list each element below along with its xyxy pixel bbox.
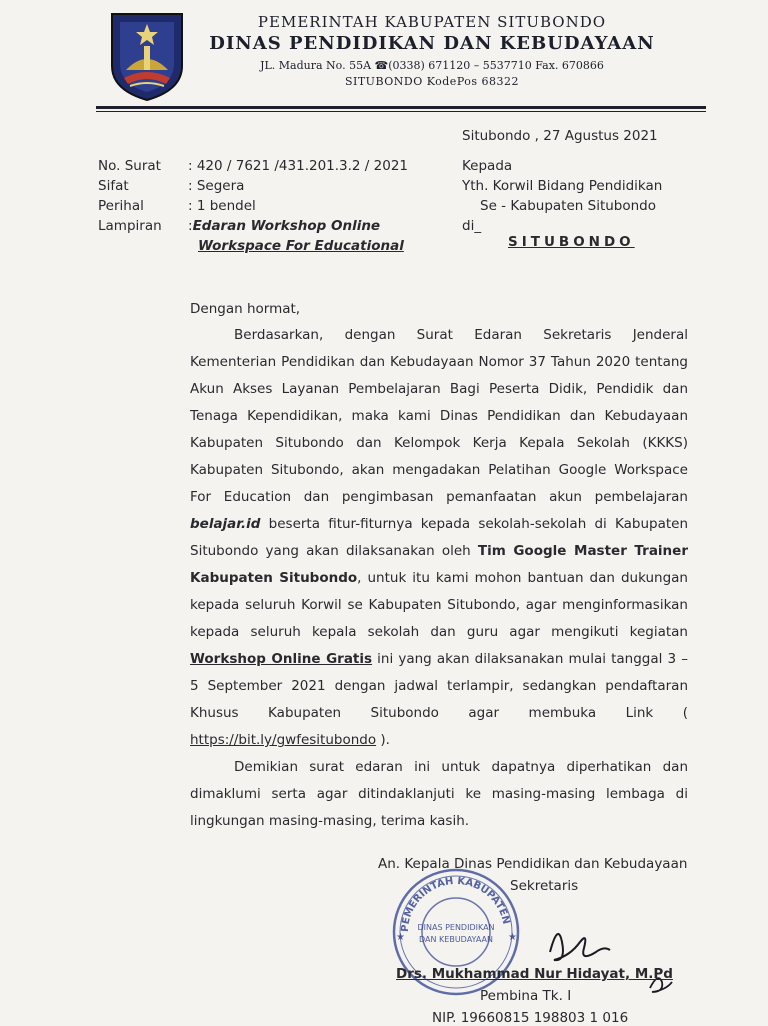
meta-lampiran-value1: Edaran Workshop Online <box>192 218 381 234</box>
body-paragraph-2: Demikian surat edaran ini untuk dapatnya diperhatikan dan dimaklumi serta agar ditindaklanjuti ke masing-masing lembaga di lingkungan masing-masing, terima kasih. <box>190 759 688 829</box>
meta-sifat-label: Sifat <box>98 178 129 194</box>
trainer-team: Tim Google Master Trainer Kabupaten Situbondo <box>190 543 688 586</box>
letterhead-agency: DINAS PENDIDIKAN DAN KEBUDAYAAN <box>209 33 655 54</box>
letter-body <box>190 322 688 835</box>
recipient-di: di_ <box>462 218 482 234</box>
meta-no-label: No. Surat <box>98 158 161 174</box>
letterhead-address: JL. Madura No. 55A ☎(0338) 671120 – 5537710 Fax. 670866 <box>260 59 604 72</box>
letterhead-city: SITUBONDO KodePos 68322 <box>344 75 520 88</box>
letter-meta <box>98 156 408 256</box>
stamp-inner-line2: DAN KEBUDAYAAN <box>419 935 493 944</box>
signatory-nip: NIP. 19660815 198803 1 016 <box>432 1010 629 1026</box>
meta-lampiran-label: Lampiran <box>98 218 162 234</box>
meta-lampiran-colon: : <box>188 218 193 234</box>
recipient-block <box>462 156 662 236</box>
recipient-city: SITUBONDO <box>508 234 635 250</box>
meta-sifat-value: : Segera <box>188 178 245 194</box>
meta-perihal-value: : 1 bendel <box>188 198 256 214</box>
registration-link[interactable]: https://bit.ly/gwfesitubondo <box>190 732 377 748</box>
meta-no-value: : 420 / 7621 /431.201.3.2 / 2021 <box>188 158 409 174</box>
meta-perihal-label: Perihal <box>98 198 144 214</box>
svg-text:★: ★ <box>396 932 405 943</box>
letterhead <box>192 12 672 90</box>
letterhead-government: PEMERINTAH KABUPATEN SITUBONDO <box>257 13 607 31</box>
signature-position: An. Kepala Dinas Pendidikan dan Kebudayaan <box>378 856 688 872</box>
letterhead-rule-thick <box>96 106 706 109</box>
recipient-kepada: Kepada <box>462 158 513 174</box>
signatory-name: Drs. Mukhammad Nur Hidayat, M.Pd <box>396 966 673 982</box>
stamp-ring-text: PEMERINTAH KABUPATEN <box>399 875 512 933</box>
belajar-id-term: belajar.id <box>190 516 261 532</box>
meta-lampiran-value2: Workspace For Educational <box>198 238 404 254</box>
signatory-rank: Pembina Tk. I <box>480 988 572 1004</box>
recipient-line2: Se - Kabupaten Situbondo <box>480 198 657 214</box>
body-paragraph-1: Berdasarkan, dengan Surat Edaran Sekretaris Jenderal Kementerian Pendidikan dan Kebudayaan Nomor 37 Tahun 2020 tentang Akun Akses Layanan Pembelajaran Bagi Peserta Didik, Pendidik dan Tenaga Kependidikan, maka kami Dinas Pendidikan dan Kebudayaan Kabupaten Situbondo dan Kelompok Kerja Kepala Sekolah (KKKS) Kabupaten Situbondo, akan mengadakan Pelatihan Google Workspace For Education dan pengimbasan pemanfaatan akun pembelajaran belajar.id beserta fitur-fiturnya kepada sekolah-sekolah di Kabupaten Situbondo yang akan dilaksanakan oleh Tim Google Master Trainer Kabupaten Situbondo, untuk itu kami mohon bantuan dan dukungan kepada seluruh Korwil se Kabupaten Situbondo, agar menginformasikan kepada seluruh kepala sekolah dan guru agar mengikuti kegiatan Workshop Online Gratis ini yang akan dilaksanakan mulai tanggal 3 – 5 September 2021 dengan jadwal terlampir, sedangkan pendaftaran Khusus Kabupaten Situbondo agar membuka Link ( https://bit.ly/gwfesitubondo ). <box>190 327 688 748</box>
recipient-line1: Yth. Korwil Bidang Pendidikan <box>462 178 663 194</box>
signature-role: Sekretaris <box>510 878 579 894</box>
svg-text:★: ★ <box>508 932 517 943</box>
stamp-inner-line1: DINAS PENDIDIKAN <box>417 923 495 932</box>
workshop-title: Workshop Online Gratis <box>190 651 373 667</box>
regency-emblem-icon <box>106 8 188 104</box>
letterhead-rule-thin <box>96 111 706 112</box>
letter-date: Situbondo , 27 Agustus 2021 <box>462 128 658 144</box>
greeting: Dengan hormat, <box>190 301 301 317</box>
